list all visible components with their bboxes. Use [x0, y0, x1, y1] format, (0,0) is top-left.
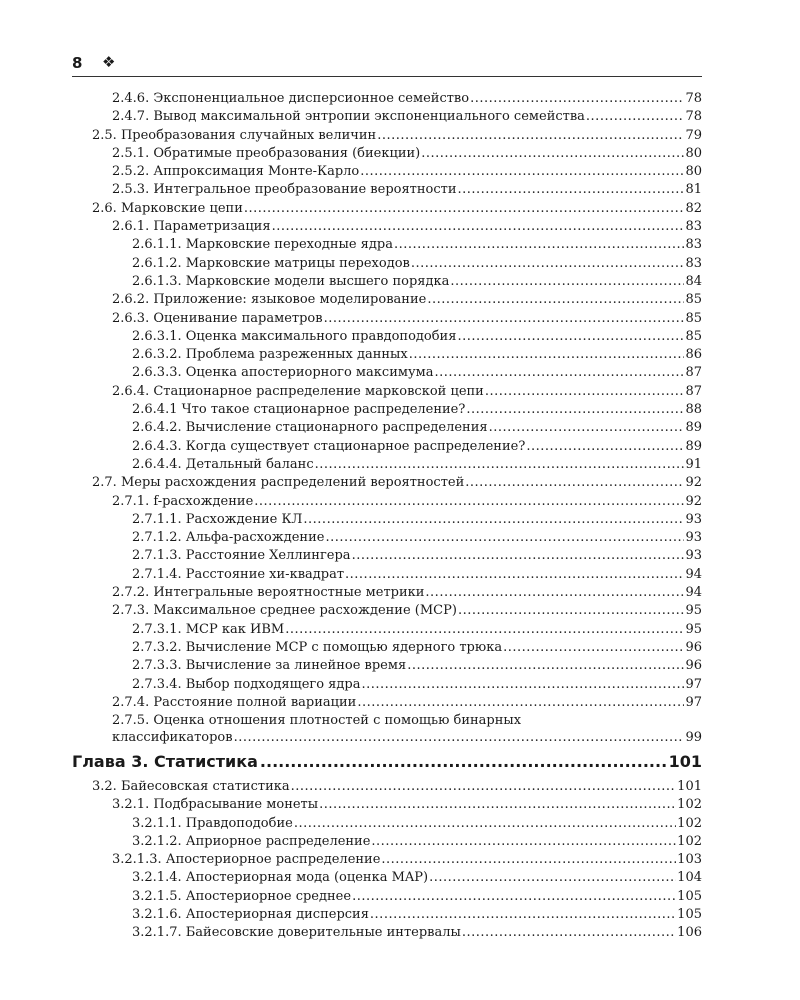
toc-entry-text: 2.7.3.2. Вычисление МСР с помощью ядерного трюка [132, 639, 503, 655]
toc-entry[interactable] [72, 273, 702, 291]
toc-entry-text: 2.7.1.1. Расхождение КЛ [132, 511, 303, 527]
toc-entry[interactable] [72, 869, 702, 887]
toc-leader [325, 529, 684, 547]
toc-entry-page: 93 [685, 530, 702, 546]
toc-entry[interactable] [72, 364, 702, 382]
toc-entry-text: 2.6.3.1. Оценка максимального правдоподобия [132, 328, 457, 344]
toc-entry[interactable] [72, 888, 702, 906]
toc-entry-text-cont: классификаторов [112, 730, 233, 746]
toc-entry-text: 3.2.1.4. Апостериорная мода (оценка MAP) [132, 870, 429, 886]
toc-entry[interactable] [72, 833, 702, 851]
toc-entry-page: 92 [685, 493, 702, 509]
toc-entry-text: 2.6.3.3. Оценка апостериорного максимума [132, 365, 434, 381]
toc-entry-text: 2.6.4. Стационарное распределение марковской цепи [112, 383, 484, 399]
toc-leader [489, 419, 685, 437]
toc-entry-text: 2.6.1.3. Марковские модели высшего порядка [132, 273, 450, 289]
toc-entry-page: 96 [685, 639, 702, 655]
toc-entry-page: 87 [685, 383, 702, 399]
toc-entry-text: 2.7.3.4. Выбор подходящего ядра [132, 676, 361, 692]
chapter-heading[interactable] [72, 746, 702, 778]
toc-entry[interactable] [72, 401, 702, 419]
toc-leader [421, 145, 684, 163]
toc-leader [254, 493, 684, 511]
toc-entry[interactable] [72, 493, 702, 511]
toc-leader [427, 291, 684, 309]
toc-entry[interactable] [72, 621, 702, 639]
toc-entry-page: 88 [685, 402, 702, 418]
toc-entry-page: 102 [677, 815, 702, 831]
toc-entry-text: 2.7.5. Оценка отношения плотностей с помощью бинарных [112, 713, 522, 729]
toc-leader [345, 566, 684, 584]
toc-entry[interactable] [72, 676, 702, 694]
toc-entry[interactable] [72, 906, 702, 924]
page-header [72, 52, 702, 77]
toc-leader [319, 796, 676, 814]
toc-leader [352, 547, 685, 565]
toc-entry[interactable] [72, 200, 702, 218]
toc-leader [324, 310, 685, 328]
toc-entry[interactable] [72, 145, 702, 163]
toc-leader [470, 90, 684, 108]
toc-leader [458, 181, 685, 199]
toc-entry-page: 83 [685, 255, 702, 271]
toc-entry-text: 3.2.1.6. Апостериорная дисперсия [132, 907, 369, 923]
toc-leader [465, 474, 684, 492]
toc-entry-text: 2.4.6. Экспоненциальное дисперсионное семейство [112, 91, 470, 106]
toc-entry-page: 96 [685, 658, 702, 674]
toc-leader [291, 778, 677, 796]
chapter-page: 101 [668, 752, 702, 771]
toc-leader [357, 694, 684, 712]
toc-entry[interactable] [72, 456, 702, 474]
toc-entry-text: 3.2.1.1. Правдоподобие [132, 815, 293, 831]
toc-leader [352, 888, 676, 906]
toc-entry-page: 87 [685, 365, 702, 381]
toc-entry[interactable] [72, 639, 702, 657]
toc-entry-page: 93 [685, 548, 702, 564]
toc-entry-page: 94 [685, 566, 702, 582]
toc-entry-text: 3.2.1. Подбрасывание монеты [112, 797, 319, 813]
toc-leader [409, 346, 685, 364]
toc-entry-page: 93 [685, 511, 702, 527]
toc-entry-page: 86 [685, 347, 702, 363]
toc-entry-text: 2.7.3.3. Вычисление за линейное время [132, 658, 407, 674]
toc-leader [435, 364, 685, 382]
toc-leader [503, 639, 684, 657]
toc-entry[interactable] [72, 796, 702, 814]
toc-leader [466, 401, 684, 419]
toc-leader [586, 108, 685, 126]
toc-entry[interactable] [72, 815, 702, 833]
toc-entry[interactable] [72, 291, 702, 309]
toc-entry-text: 2.5. Преобразования случайных величин [92, 127, 377, 143]
toc-entry-page: 83 [685, 219, 702, 235]
toc-entry-page: 80 [685, 145, 702, 161]
toc-entry-text: 2.6.4.2. Вычисление стационарного распределения [132, 420, 488, 436]
toc-entry-text: 2.7. Меры расхождения распределений вероятностей [92, 475, 465, 491]
toc-entry[interactable] [72, 584, 702, 602]
toc-entry-text: 2.7.1.4. Расстояние хи-квадрат [132, 566, 345, 582]
toc-entry-page: 79 [685, 127, 702, 143]
toc-leader [394, 236, 685, 254]
toc-leader [526, 438, 684, 456]
ornament-icon: ❖ [102, 53, 116, 71]
toc-entry-text: 2.6.2. Приложение: языковое моделирование [112, 292, 427, 308]
toc-entry[interactable] [72, 529, 702, 547]
toc-leader [411, 255, 685, 273]
toc-entry-page: 105 [677, 888, 702, 904]
toc-entry-page: 82 [685, 200, 702, 216]
toc-entry-text: 2.6.4.3. Когда существует стационарное распределение? [132, 438, 526, 454]
toc-leader [381, 851, 676, 869]
toc-leader [457, 328, 684, 346]
toc-entry-text: 2.7.3.1. МСР как ИВМ [132, 621, 285, 637]
toc-entry-page: 85 [685, 310, 702, 326]
toc-entry-page: 81 [685, 182, 702, 198]
toc-entry-text: 2.6. Марковские цепи [92, 200, 243, 216]
toc-entry-text: 3.2.1.2. Априорное распределение [132, 833, 371, 849]
toc-entry[interactable] [72, 255, 702, 273]
toc-section-chapter-3 [72, 746, 702, 943]
toc-leader [285, 621, 684, 639]
toc-entry[interactable] [72, 310, 702, 328]
toc-leader [370, 906, 676, 924]
toc-entry[interactable] [72, 218, 702, 236]
toc-leader [485, 383, 685, 401]
toc-entry-page: 99 [685, 730, 702, 746]
toc-leader [361, 676, 684, 694]
toc-leader [371, 833, 676, 851]
toc-entry-page: 106 [677, 925, 702, 941]
toc-entry-page: 80 [685, 164, 702, 180]
toc-entry-page: 102 [677, 833, 702, 849]
toc-leader [272, 218, 685, 236]
toc-entry-2-7-5[interactable] [72, 712, 702, 746]
toc-leader [234, 729, 685, 746]
toc-entry[interactable] [72, 108, 702, 126]
toc-entry-page: 78 [685, 109, 702, 125]
toc-entry-text: 2.7.1.3. Расстояние Хеллингера [132, 548, 351, 564]
toc-leader [462, 924, 676, 942]
toc-entry-page: 85 [685, 328, 702, 344]
toc-leader [377, 127, 684, 145]
toc-entry[interactable] [72, 851, 702, 869]
toc-entry-page: 105 [677, 907, 702, 923]
toc-entry-page: 95 [685, 621, 702, 637]
toc-leader [294, 815, 676, 833]
toc-entry-page: 89 [685, 438, 702, 454]
toc-list [72, 90, 702, 712]
toc-leader [425, 584, 684, 602]
toc-entry-page: 84 [685, 273, 702, 289]
chapter-title: Глава 3. Статистика [72, 752, 258, 771]
toc-entry[interactable] [72, 328, 702, 346]
toc-entry-text: 2.6.3. Оценивание параметров [112, 310, 323, 326]
toc-entry[interactable] [72, 778, 702, 796]
toc-entry-page: 104 [677, 870, 702, 886]
toc-entry-text: 2.5.1. Обратимые преобразования (биекции) [112, 145, 421, 161]
toc-leader [315, 456, 685, 474]
toc-entry-page: 83 [685, 237, 702, 253]
toc-entry-page: 89 [685, 420, 702, 436]
toc-entry-text: 2.6.1.1. Марковские переходные ядра [132, 237, 393, 253]
toc-entry[interactable] [72, 602, 702, 620]
toc-entry-page: 97 [685, 694, 702, 710]
toc-leader [407, 657, 684, 675]
toc-entry-page: 103 [677, 852, 702, 868]
toc-entry[interactable] [72, 127, 702, 145]
toc-entry[interactable] [72, 383, 702, 401]
toc-entry-text: 2.6.1. Параметризация [112, 219, 271, 235]
chapter-leader [260, 746, 667, 778]
toc-entry-page: 92 [685, 475, 702, 491]
toc-entry-page: 95 [685, 603, 702, 619]
toc-entry-page: 94 [685, 585, 702, 601]
toc-entry-text: 2.4.7. Вывод максимальной энтропии экспоненциального семейства [112, 109, 585, 125]
toc-entry-page: 102 [677, 797, 702, 813]
toc-entry-text: 2.5.2. Аппроксимация Монте-Карло [112, 164, 360, 180]
toc-leader [244, 200, 685, 218]
toc-entry[interactable] [72, 547, 702, 565]
toc-entry-text: 2.6.3.2. Проблема разреженных данных [132, 347, 408, 363]
toc-entry-text: 2.6.4.4. Детальный баланс [132, 456, 314, 472]
toc-entry-text: 3.2.1.7. Байесовские доверительные интервалы [132, 925, 461, 941]
toc-entry-text: 2.7.3. Максимальное среднее расхождение (МСР) [112, 603, 457, 619]
toc-entry-text: 2.6.4.1 Что такое стационарное распределение? [132, 402, 466, 418]
toc-leader [429, 869, 676, 887]
toc-leader [450, 273, 684, 291]
toc-entry[interactable] [72, 346, 702, 364]
toc-entry-text: 3.2.1.3. Апостериорное распределение [112, 852, 381, 868]
toc-section-chapter-2 [72, 90, 702, 746]
toc-entry-text: 2.7.1. f-расхождение [112, 493, 254, 509]
toc-entry-page: 78 [685, 91, 702, 106]
toc-entry[interactable] [72, 924, 702, 942]
toc-entry-text: 2.5.3. Интегральное преобразование вероятности [112, 182, 457, 198]
toc-entry[interactable] [72, 566, 702, 584]
toc-entry-text: 3.2. Байесовская статистика [92, 779, 290, 794]
toc-leader [303, 511, 684, 529]
toc-entry-text: 3.2.1.5. Апостериорное среднее [132, 888, 352, 904]
toc-entry-page: 85 [685, 292, 702, 308]
toc-entry[interactable] [72, 181, 702, 199]
toc-entry[interactable] [72, 438, 702, 456]
toc-entry-text: 2.6.1.2. Марковские матрицы переходов [132, 255, 410, 271]
toc-entry[interactable] [72, 474, 702, 492]
toc-entry[interactable] [72, 236, 702, 254]
toc-leader [360, 163, 684, 181]
toc-entry-page: 101 [677, 779, 702, 794]
toc-entry[interactable] [72, 419, 702, 437]
toc-entry[interactable] [72, 511, 702, 529]
toc-entry[interactable] [72, 163, 702, 181]
toc-entry-text: 2.7.4. Расстояние полной вариации [112, 694, 357, 710]
page-number: 8 [72, 54, 83, 72]
toc-entry-page: 97 [685, 676, 702, 692]
toc-leader [458, 602, 685, 620]
toc-entry[interactable] [72, 90, 702, 108]
toc-entry-text: 2.7.1.2. Альфа-расхождение [132, 530, 325, 546]
toc-entry-text: 2.7.2. Интегральные вероятностные метрики [112, 585, 425, 601]
toc-entry[interactable] [72, 694, 702, 712]
toc-entry[interactable] [72, 657, 702, 675]
toc-list [72, 778, 702, 943]
toc-entry-page: 91 [685, 456, 702, 472]
